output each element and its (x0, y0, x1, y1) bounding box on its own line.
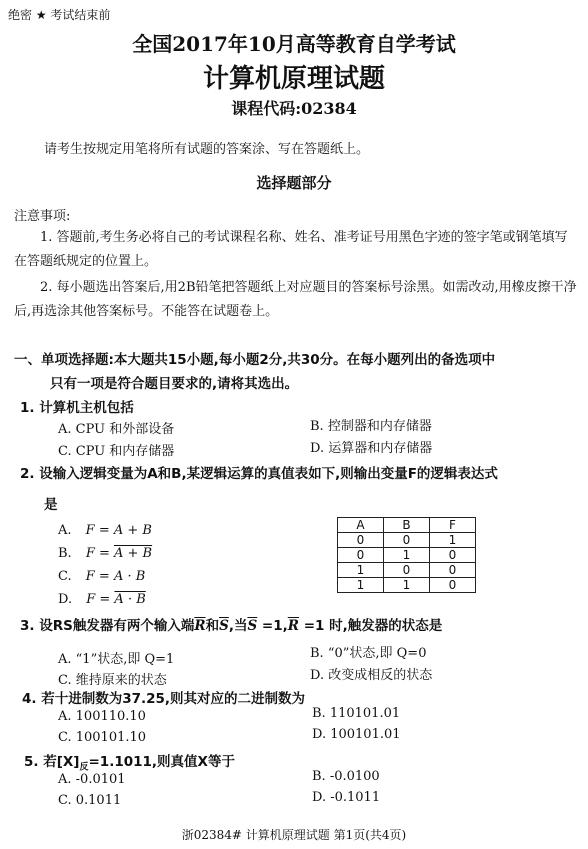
table-header-cell: A (338, 518, 384, 533)
q4-stem: 4. 若十进制数为37.25,则其对应的二进制数为 (22, 691, 306, 707)
q1-option-b: B. 控制器和内存储器 (310, 419, 432, 434)
table-cell: 0 (430, 578, 476, 593)
table-row (338, 578, 476, 593)
table-cell: 1 (430, 533, 476, 548)
option-letter: C. (58, 569, 72, 584)
q5-stem-p1: 5. 若[X] (24, 754, 80, 770)
course-code: 课程代码:02384 (231, 99, 357, 118)
exam-title: 全国2017年10月高等教育自学考试 (132, 32, 456, 56)
q3-stem-p3: =1, (257, 618, 288, 634)
q5-option-a: A. -0.0101 (58, 772, 126, 787)
expr-b-overline: A + B (114, 546, 153, 561)
expr-d-overline: A · B (114, 592, 146, 607)
table-cell: 1 (338, 563, 384, 578)
table-cell: 1 (384, 548, 430, 563)
option-letter: A. (58, 523, 72, 538)
instruction: 请考生按规定用笔将所有试题的答案涂、写在答题纸上。 (44, 142, 370, 157)
q4-option-a: A. 100110.10 (58, 709, 146, 724)
q3-and: 和 (205, 618, 220, 634)
table-cell: 0 (430, 563, 476, 578)
table-cell: 1 (384, 578, 430, 593)
q1-option-d: D. 运算器和内存储器 (310, 441, 433, 456)
option-letter: D. (58, 592, 73, 607)
table-header-row (338, 518, 476, 533)
q1-option-c: C. CPU 和内存储器 (58, 444, 175, 459)
q1-stem: 1. 计算机主机包括 (20, 400, 134, 416)
q3-stem (20, 614, 442, 634)
table-cell: 1 (338, 578, 384, 593)
table-cell: 0 (338, 548, 384, 563)
q5-stem (24, 750, 235, 773)
q2-stem-cont: 是 (44, 497, 58, 513)
s-bar-2: $\overline{S}$ (247, 618, 258, 634)
part1-heading: 一、单项选择题:本大题共15小题,每小题2分,共30分。在每小题列出的备选项中 (14, 352, 496, 368)
q4-option-b: B. 110101.01 (312, 706, 401, 721)
table-cell: 0 (384, 563, 430, 578)
q1-option-a: A. CPU 和外部设备 (58, 422, 175, 437)
q3-option-a: A. “1”状态,即 Q=1 (58, 652, 175, 667)
expr-d-lhs: F = (86, 592, 115, 607)
r-bar-2: $\overline{R}$ (287, 618, 299, 634)
table-cell: 0 (338, 533, 384, 548)
q4-option-c: C. 100101.10 (58, 730, 147, 745)
q5-option-b: B. -0.0100 (312, 769, 380, 784)
table-row (338, 548, 476, 563)
q3-stem-p1: 3. 设RS触发器有两个输入端 (20, 618, 195, 634)
expr-a: F = A + B (85, 523, 152, 538)
q2-option-d (58, 592, 146, 607)
table-row (338, 563, 476, 578)
option-letter: B. (58, 546, 72, 561)
q2-option-b (58, 546, 152, 561)
s-bar: $\overline{S}$ (219, 618, 229, 634)
q2-option-a (58, 523, 152, 538)
table-cell: 0 (384, 533, 430, 548)
expr-b-lhs: F = (85, 546, 115, 561)
secret-mark: 绝密 ★ 考试结束前 (8, 8, 111, 22)
expr-c: F = A · B (85, 569, 146, 584)
table-row (338, 533, 476, 548)
q5-stem-p2: =1.1011,则真值X等于 (88, 754, 235, 770)
q5-option-c: C. 0.1011 (58, 793, 122, 808)
page-footer: 浙02384# 计算机原理试题 第1页(共4页) (181, 828, 407, 842)
table-header-cell: F (430, 518, 476, 533)
r-bar: $\overline{R}$ (194, 618, 206, 634)
q2-option-c (58, 569, 145, 584)
subject-title: 计算机原理试题 (202, 64, 385, 94)
truth-table (337, 517, 476, 593)
q3-stem-p2: ,当 (228, 618, 248, 634)
table-header-cell: B (384, 518, 430, 533)
q3-option-b: B. “0”状态,即 Q=0 (310, 646, 427, 661)
q2-stem: 2. 设输入逻辑变量为A和B,某逻辑运算的真值表如下,则输出变量F的逻辑表达式 (20, 466, 498, 482)
note-item-1: 1. 答题前,考生务必将自己的考试课程名称、姓名、准考证号用黑色字迹的签字笔或钢笔填写在答题纸规定的位置上。 (14, 230, 568, 269)
notes-heading: 注意事项: (14, 209, 71, 224)
q3-option-c: C. 维持原来的状态 (58, 673, 167, 688)
q3-stem-p4: =1 时,触发器的状态是 (299, 618, 443, 634)
note-item-2: 2. 每小题选出答案后,用2B铅笔把答题纸上对应题目的答案标号涂黑。如需改动,用橡皮擦干净后,再选涂其他答案标号。不能答在试题卷上。 (14, 280, 577, 319)
q3-option-d: D. 改变成相反的状态 (310, 668, 433, 683)
q5-option-d: D. -0.1011 (312, 790, 381, 805)
q4-option-d: D. 100101.01 (312, 727, 401, 742)
section-title: 选择题部分 (256, 174, 332, 192)
q5-subscript: 反 (79, 762, 89, 773)
part1-heading-cont: 只有一项是符合题目要求的,请将其选出。 (50, 376, 299, 392)
table-cell: 0 (430, 548, 476, 563)
